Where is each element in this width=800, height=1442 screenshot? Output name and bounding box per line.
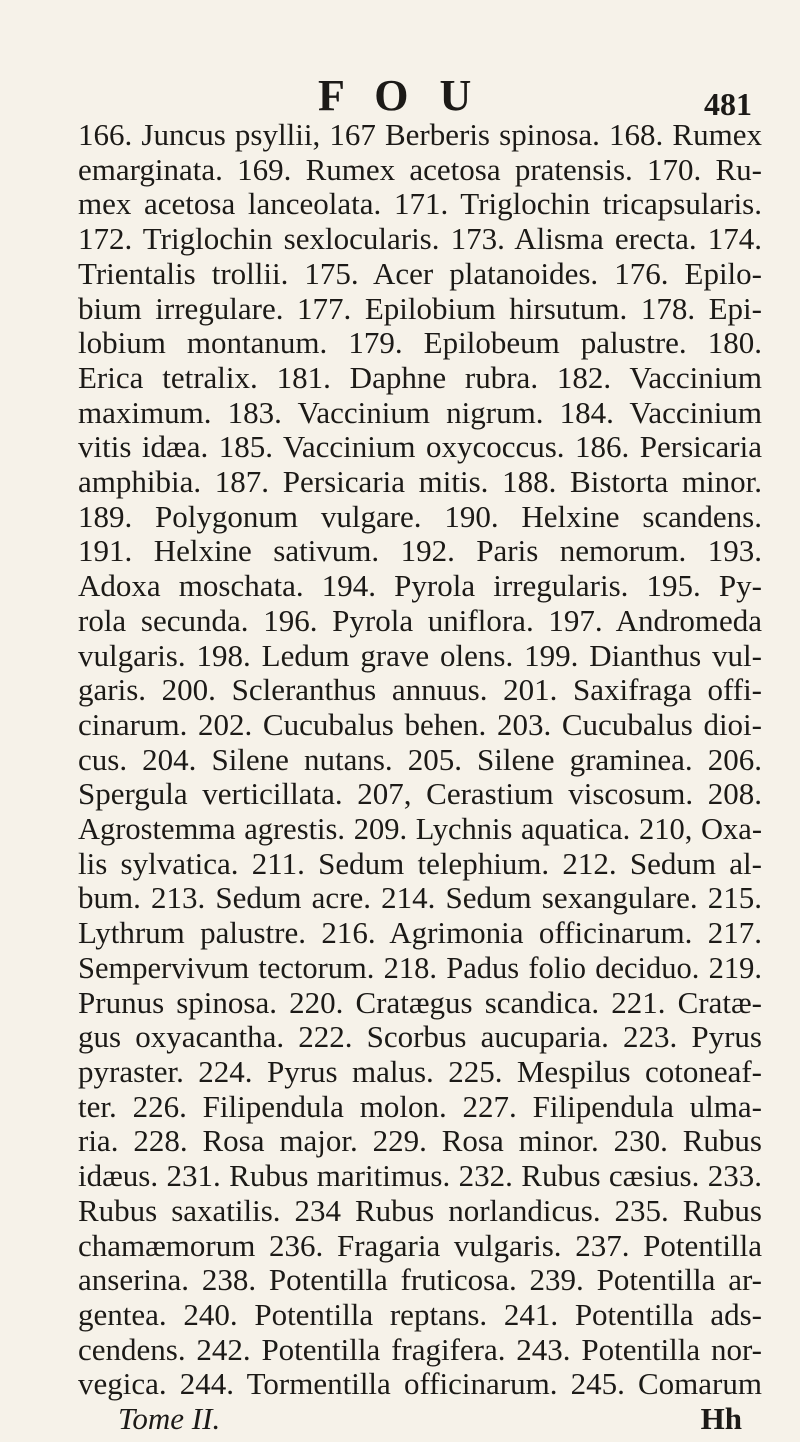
text-line: garis. 200. Scleranthus annuus. 201. Saxifraga offi- bbox=[78, 673, 762, 708]
text-line: Lythrum palustre. 216. Agrimonia officinarum. 217. bbox=[78, 916, 762, 951]
text-line: chamæmorum 236. Fragaria vulgaris. 237. Potentilla bbox=[78, 1228, 762, 1263]
body-text bbox=[78, 118, 762, 1402]
text-line: 191. Helxine sativum. 192. Paris nemorum. 193. bbox=[78, 534, 762, 569]
text-line: bium irregulare. 177. Epilobium hirsutum. 178. Epi- bbox=[78, 291, 762, 326]
text-line: lobium montanum. 179. Epilobeum palustre. 180. bbox=[78, 326, 762, 361]
text-line: 166. Juncus psyllii, 167 Berberis spinosa. 168. Rumex bbox=[78, 118, 762, 152]
text-line: Rubus saxatilis. 234 Rubus norlandicus. 235. Rubus bbox=[78, 1193, 762, 1228]
text-line: maximum. 183. Vaccinium nigrum. 184. Vaccinium bbox=[78, 395, 762, 430]
text-line: Agrostemma agrestis. 209. Lychnis aquatica. 210, Oxa- bbox=[78, 812, 762, 847]
text-line: pyraster. 224. Pyrus malus. 225. Mespilus cotoneaf- bbox=[78, 1054, 762, 1089]
text-line: cendens. 242. Potentilla fragifera. 243. Potentilla nor- bbox=[78, 1332, 762, 1367]
text-line: 189. Polygonum vulgare. 190. Helxine scandens. bbox=[78, 499, 762, 534]
text-line: idæus. 231. Rubus maritimus. 232. Rubus cæsius. 233. bbox=[78, 1159, 762, 1194]
gathering-signature: Hh bbox=[700, 1401, 742, 1437]
text-line: anserina. 238. Potentilla fruticosa. 239. Potentilla ar- bbox=[78, 1263, 762, 1298]
running-head bbox=[78, 0, 762, 122]
running-head-title: F O U bbox=[318, 71, 482, 120]
text-line: emarginata. 169. Rumex acetosa pratensis. 170. Ru- bbox=[78, 152, 762, 187]
text-line: rola secunda. 196. Pyrola uniflora. 197. Andromeda bbox=[78, 603, 762, 638]
text-line: amphibia. 187. Persicaria mitis. 188. Bistorta minor. bbox=[78, 465, 762, 500]
text-line: Adoxa moschata. 194. Pyrola irregularis. 195. Py- bbox=[78, 569, 762, 604]
text-line: vegica. 244. Tormentilla officinarum. 245. Comarum bbox=[78, 1367, 762, 1402]
text-line: Sempervivum tectorum. 218. Padus folio deciduo. 219. bbox=[78, 950, 762, 985]
text-line: ter. 226. Filipendula molon. 227. Filipendula ulma- bbox=[78, 1089, 762, 1124]
text-line: lis sylvatica. 211. Sedum telephium. 212. Sedum al- bbox=[78, 846, 762, 881]
text-line: gentea. 240. Potentilla reptans. 241. Potentilla ads- bbox=[78, 1297, 762, 1332]
text-line: Erica tetralix. 181. Daphne rubra. 182. Vaccinium bbox=[78, 360, 762, 395]
text-line: ria. 228. Rosa major. 229. Rosa minor. 230. Rubus bbox=[78, 1124, 762, 1159]
footer bbox=[78, 1402, 762, 1442]
text-line: Spergula verticillata. 207, Cerastium viscosum. 208. bbox=[78, 777, 762, 812]
volume-signature: Tome II. bbox=[118, 1401, 221, 1437]
text-line: gus oxyacantha. 222. Scorbus aucuparia. 223. Pyrus bbox=[78, 1020, 762, 1055]
text-line: Prunus spinosa. 220. Cratægus scandica. 221. Cratæ- bbox=[78, 985, 762, 1020]
text-line: cus. 204. Silene nutans. 205. Silene graminea. 206. bbox=[78, 742, 762, 777]
text-line: bum. 213. Sedum acre. 214. Sedum sexangulare. 215. bbox=[78, 881, 762, 916]
text-line: vitis idæa. 185. Vaccinium oxycoccus. 186. Persicaria bbox=[78, 430, 762, 465]
text-line: 172. Triglochin sexlocularis. 173. Alisma erecta. 174. bbox=[78, 222, 762, 257]
text-line: cinarum. 202. Cucubalus behen. 203. Cucubalus dioi- bbox=[78, 707, 762, 742]
text-line: mex acetosa lanceolata. 171. Triglochin tricapsularis. bbox=[78, 187, 762, 222]
text-line: Trientalis trollii. 175. Acer platanoides. 176. Epilo- bbox=[78, 256, 762, 291]
text-line: vulgaris. 198. Ledum grave olens. 199. Dianthus vul- bbox=[78, 638, 762, 673]
page-number: 481 bbox=[704, 86, 752, 122]
